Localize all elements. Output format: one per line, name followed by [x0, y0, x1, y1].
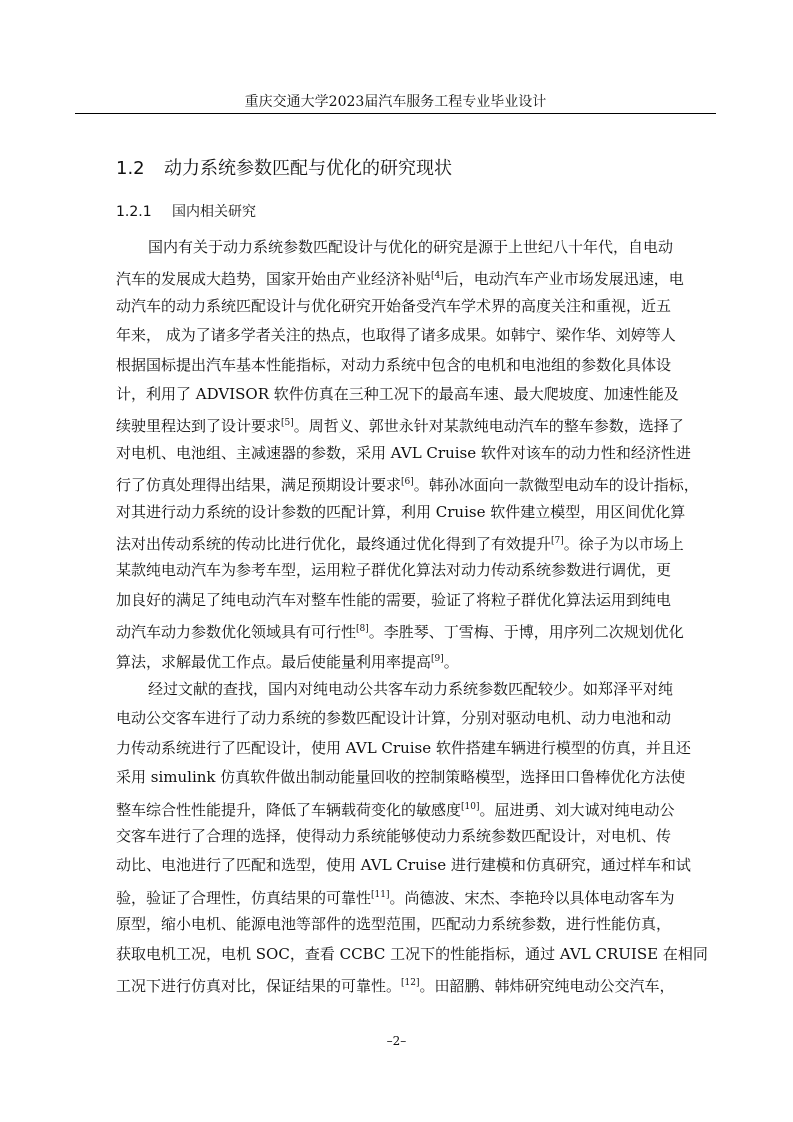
body-line: 动汽车动力参数优化领域具有可行性[8]。李胜琴、丁雪梅、于博，用序列二次规划优化 — [116, 623, 684, 642]
subsection-title: 国内相关研究 — [172, 204, 256, 220]
body-line: 某款纯电动汽车为参考车型，运用粒子群优化算法对动力传动系统参数进行调优，更 — [116, 561, 672, 580]
body-line: 行了仿真处理得出结果，满足预期设计要求[6]。韩孙冰面向一款微型电动车的设计指标， — [116, 476, 699, 495]
body-line: 验，验证了合理性，仿真结果的可靠性[11]。尚德波、宋杰、李艳玲以具体电动客车为 — [116, 888, 675, 907]
body-line: 国内有关于动力系统参数匹配设计与优化的研究是源于上世纪八十年代，自电动 — [148, 238, 674, 256]
body-line: 获取电机工况，电机 SOC，查看 CCBC 工况下的性能指标，通过 AVL CRUISE 在相同 — [116, 944, 708, 963]
body-line: 法对出传动系统的传动比进行优化，最终通过优化得到了有效提升[7]。徐子为以市场上 — [116, 535, 684, 553]
body-line: 交客车进行了合理的选择，使得动力系统能够使动力系统参数匹配设计，对电机、传 — [116, 827, 672, 845]
body-line: 电动公交客车进行了动力系统的参数匹配设计计算，分别对驱动电机、动力电池和动 — [116, 709, 672, 728]
body-line: 动汽车的动力系统匹配设计与优化研究开始备受汽车学术界的高度关注和重视，近五 — [116, 296, 672, 315]
body-line: 根据国标提出汽车基本性能指标，对动力系统中包含的电机和电池组的参数化具体设 — [116, 355, 672, 374]
body-line: 加良好的满足了纯电动汽车对整车性能的需要，验证了将粒子群优化算法运用到纯电 — [116, 590, 672, 609]
body-line: 采用 simulink 仿真软件做出制动能量回收的控制策略模型，选择田口鲁棒优化方法使 — [116, 768, 686, 787]
subsection-heading — [116, 202, 256, 222]
running-header: 重庆交通大学2023届汽车服务工程专业毕业设计 — [244, 94, 547, 110]
body-line: 动比、电池进行了匹配和选型，使用 AVL Cruise 进行建模和仿真研究，通过样车和试 — [116, 856, 691, 875]
body-line: 年来， 成为了诸多学者关注的热点，也取得了诸多成果。如韩宁、梁作华、刘婷等人 — [116, 326, 676, 345]
page-number: –2– — [386, 1034, 407, 1048]
section-number: 1.2 — [116, 158, 145, 179]
body-line: 对其进行动力系统的设计参数的匹配计算，利用 Cruise 软件建立模型，用区间优化算 — [116, 502, 686, 521]
body-line: 原型，缩小电机、能源电池等部件的选型范围，匹配动力系统参数，进行性能仿真， — [116, 915, 672, 934]
body-line: 对电机、电池组、主减速器的参数，采用 AVL Cruise 软件对该车的动力性和经济性进 — [116, 443, 691, 462]
body-line: 工况下进行仿真对比，保证结果的可靠性。[12]。田韶鹏、韩炜研究纯电动公交汽车， — [116, 977, 675, 995]
subsection-number: 1.2.1 — [116, 204, 152, 220]
body-line: 力传动系统进行了匹配设计，使用 AVL Cruise 软件搭建车辆进行模型的仿真，并且还 — [116, 738, 691, 757]
body-line: 汽车的发展成大趋势，国家开始由产业经济补贴[4]后，电动汽车产业市场发展迅速，电 — [116, 270, 684, 289]
section-title: 动力系统参数匹配与优化的研究现状 — [164, 158, 452, 179]
header-rule — [75, 113, 716, 114]
body-line: 算法，求解最优工作点。最后使能量利用率提高[9]。 — [116, 652, 459, 671]
body-line: 续驶里程达到了设计要求[5]。周哲义、郭世永针对某款纯电动汽车的整车参数，选择了 — [116, 417, 684, 436]
section-heading — [116, 157, 452, 181]
body-line: 整车综合性性能提升，降低了车辆载荷变化的敏感度[10]。屈进勇、刘大诚对纯电动公 — [116, 800, 675, 819]
body-line: 计，利用了 ADVISOR 软件仿真在三种工况下的最高车速、最大爬坡度、加速性能及 — [116, 385, 679, 403]
body-line: 经过文献的查找，国内对纯电动公共客车动力系统参数匹配较少。如郑泽平对纯 — [148, 680, 674, 698]
